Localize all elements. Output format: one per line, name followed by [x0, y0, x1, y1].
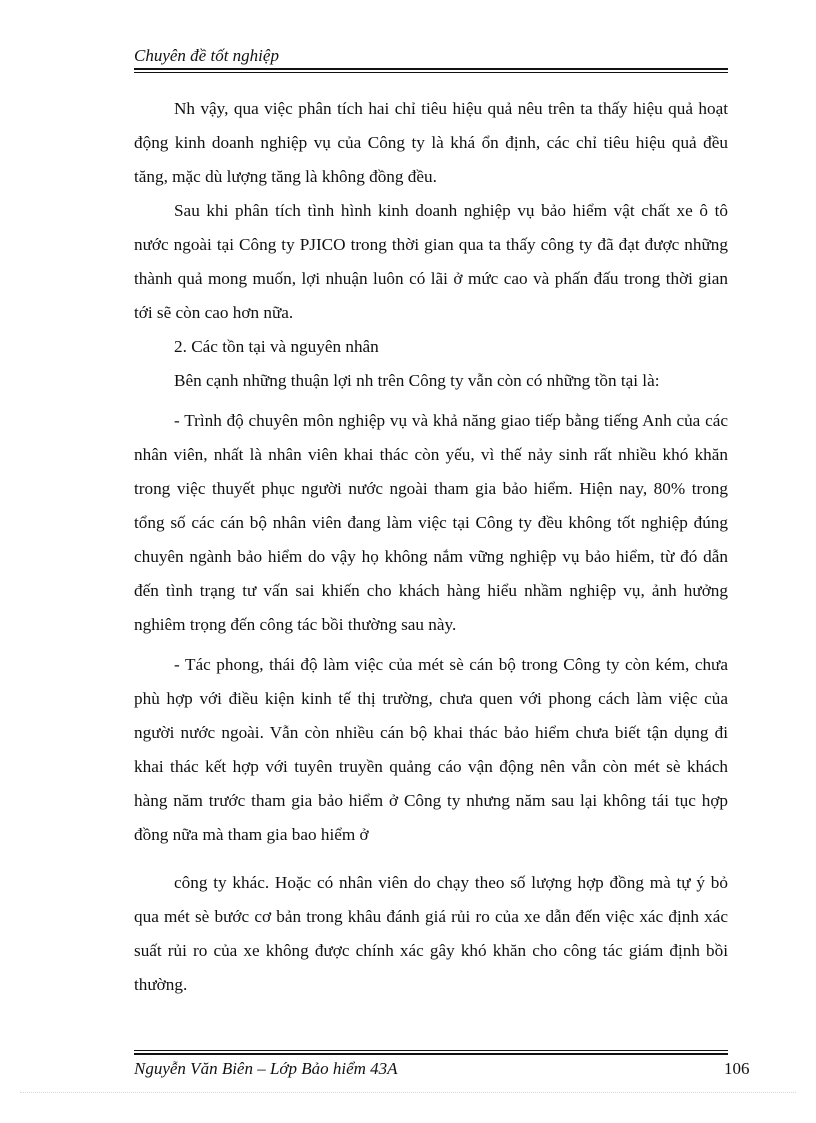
paragraph-intro: Bên cạnh những thuận lợi nh trên Công ty vẫn còn có những tồn tại là: [174, 371, 660, 390]
paragraph-conclusion: Nh vậy, qua việc phân tích hai chỉ tiêu hiệu quả nêu trên ta thấy hiệu quả hoạt động kinh doanh nghiệp vụ của Công ty là khá ổn định, các chỉ tiêu hiệu quả đều tăng, mặc dù lượng tăng là không đồng đều. [134, 99, 728, 186]
header-rule [134, 68, 728, 73]
section-heading: 2. Các tồn tại và nguyên nhân [174, 337, 379, 356]
page-header [134, 46, 728, 73]
footer-author: Nguyễn Văn Biên – Lớp Bảo hiểm 43A [134, 1059, 398, 1078]
paragraph-results: Sau khi phân tích tình hình kinh doanh nghiệp vụ bảo hiểm vật chất xe ô tô nước ngoài tại Công ty PJICO trong thời gian qua ta thấy công ty đã đạt được những thành quả mong muốn, lợi nhuận luôn có lãi ở mức cao và phấn đấu trong thời gian tới sẽ còn cao hơn nữa. [134, 201, 728, 322]
paragraph-bullet-skills: - Trình độ chuyên môn nghiệp vụ và khả năng giao tiếp bằng tiếng Anh của các nhân viên, nhất là nhân viên khai thác còn yếu, vì thế nảy sinh rất nhiều khó khăn trong việc thuyết phục người nước ngoài tham gia bảo hiểm. Hiện nay, 80% trong tổng số các cán bộ nhân viên đang làm việc tại Công ty đều không tốt nghiệp đúng chuyên ngành bảo hiểm do vậy họ không nắm vững nghiệp vụ bảo hiểm, từ đó dẫn đến tình trạng tư vấn sai khiến cho khách hàng hiểu nhầm nghiệp vụ, ảnh hưởng nghiêm trọng đến công tác bồi thường sau này. [134, 411, 728, 634]
footer-rule [134, 1050, 728, 1055]
page-edge-divider [20, 1092, 796, 1093]
page-footer [134, 1050, 750, 1081]
body-text [134, 92, 728, 1002]
paragraph-continuation: công ty khác. Hoặc có nhân viên do chạy theo số lượng hợp đồng mà tự ý bỏ qua mét sè bước cơ bản trong khâu đánh giá rủi ro của xe dẫn đến việc xác định xác suất rủi ro của xe không được chính xác gây khó khăn cho công tác giám định bồi thường. [134, 873, 728, 994]
page-number: 106 [724, 1059, 750, 1078]
paragraph-bullet-attitude: - Tác phong, thái độ làm việc của mét sè cán bộ trong Công ty còn kém, chưa phù hợp với điều kiện kinh tế thị trường, chưa quen với phong cách làm việc của người nước ngoài. Vẫn còn nhiều cán bộ khai thác bảo hiểm chưa biết tận dụng đi khai thác kết hợp với tuyên truyền quảng cáo vận động nên vẫn còn mét sè khách hàng năm trước tham gia bảo hiểm ở Công ty nhưng năm sau lại không tái tục hợp đồng nữa mà tham gia bao hiểm ở [134, 655, 728, 844]
header-title: Chuyên đề tốt nghiệp [134, 46, 279, 65]
footer-row [134, 1059, 750, 1081]
